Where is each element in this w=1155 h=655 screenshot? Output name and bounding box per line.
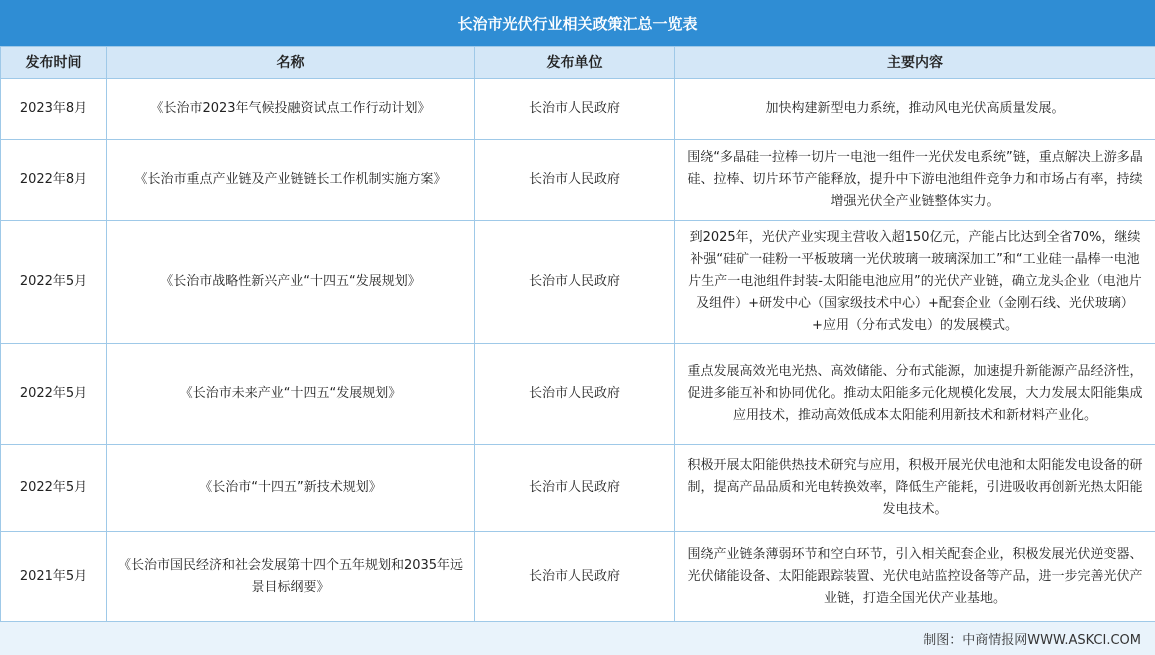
cell-date: 2022年5月: [1, 221, 107, 344]
cell-name: 《长治市2023年气候投融资试点工作行动计划》: [107, 79, 475, 140]
table-row: [1, 221, 1155, 344]
source-footer: [0, 621, 1155, 655]
table-row: [1, 344, 1155, 445]
cell-issuer: 长治市人民政府: [475, 532, 675, 623]
cell-content: 到2025年，光伏产业实现主营收入超150亿元，产能占比达到全省70%，继续补强“硅矿一硅粉一平板玻璃一光伏玻璃一玻璃深加工”和“工业硅一晶棒一电池片生产一电池组件封装-太阳能电池应用”的光伏产业链，确立龙头企业（电池片及组件）+研发中心（国家级技术中心）+配套企业（金刚石线、光伏玻璃）+应用（分布式发电）的发展模式。: [675, 221, 1155, 344]
table-row: [1, 79, 1155, 140]
policy-table: [0, 46, 1155, 623]
header-content: 主要内容: [675, 47, 1155, 79]
cell-content: 围绕产业链条薄弱环节和空白环节，引入相关配套企业，积极发展光伏逆变器、光伏储能设备、太阳能跟踪装置、光伏电站监控设备等产品，进一步完善光伏产业链，打造全国光伏产业基地。: [675, 532, 1155, 623]
cell-content: 加快构建新型电力系统，推动风电光伏高质量发展。: [675, 79, 1155, 140]
cell-issuer: 长治市人民政府: [475, 221, 675, 344]
cell-name: 《长治市国民经济和社会发展第十四个五年规划和2035年远景目标纲要》: [107, 532, 475, 623]
table-title: 长治市光伏行业相关政策汇总一览表: [0, 0, 1155, 46]
cell-issuer: 长治市人民政府: [475, 344, 675, 445]
cell-name: 《长治市战略性新兴产业“十四五“发展规划》: [107, 221, 475, 344]
cell-date: 2022年5月: [1, 344, 107, 445]
cell-content: 积极开展太阳能供热技术研究与应用，积极开展光伏电池和太阳能发电设备的研制，提高产品品质和光电转换效率，降低生产能耗，引进吸收再创新光热太阳能发电技术。: [675, 445, 1155, 532]
header-row: [1, 47, 1155, 79]
cell-issuer: 长治市人民政府: [475, 79, 675, 140]
cell-name: 《长治市未来产业“十四五“发展规划》: [107, 344, 475, 445]
cell-content: 围绕“多晶硅一拉棒一切片一电池一组件一光伏发电系统”链，重点解决上游多晶硅、拉棒、切片环节产能释放，提升中下游电池组件竞争力和市场占有率，持续增强光伏全产业链整体实力。: [675, 140, 1155, 221]
cell-issuer: 长治市人民政府: [475, 140, 675, 221]
header-name: 名称: [107, 47, 475, 79]
source-credit: 制图：中商情报网WWW.ASKCI.COM: [923, 633, 1141, 648]
table-row: [1, 140, 1155, 221]
cell-date: 2022年8月: [1, 140, 107, 221]
table-row: [1, 532, 1155, 623]
cell-name: 《长治市重点产业链及产业链链长工作机制实施方案》: [107, 140, 475, 221]
cell-date: 2021年5月: [1, 532, 107, 623]
cell-name: 《长治市“十四五”新技术规划》: [107, 445, 475, 532]
cell-date: 2022年5月: [1, 445, 107, 532]
cell-date: 2023年8月: [1, 79, 107, 140]
cell-content: 重点发展高效光电光热、高效储能、分布式能源，加速提升新能源产品经济性，促进多能互补和协同优化。推动太阳能多元化规模化发展，大力发展太阳能集成应用技术，推动高效低成本太阳能利用新技术和新材料产业化。: [675, 344, 1155, 445]
table-row: [1, 445, 1155, 532]
cell-issuer: 长治市人民政府: [475, 445, 675, 532]
header-issuer: 发布单位: [475, 47, 675, 79]
header-date: 发布时间: [1, 47, 107, 79]
